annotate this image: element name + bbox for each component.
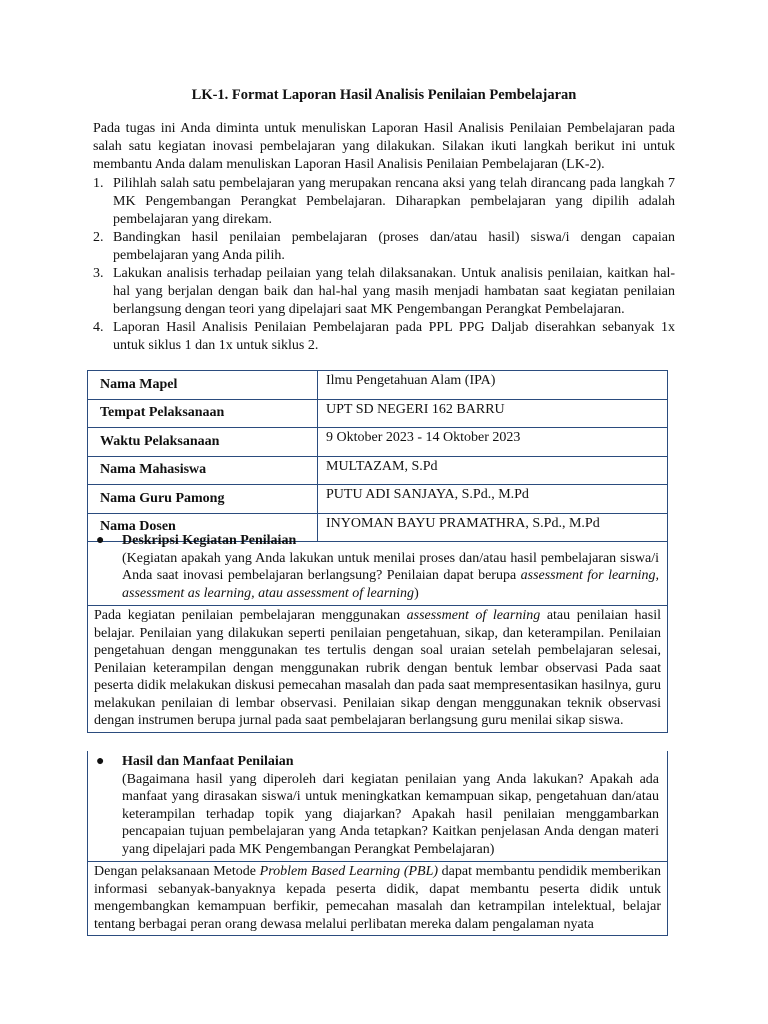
row-value: INYOMAN BAYU PRAMATHRA, S.Pd., M.Pd <box>318 513 668 542</box>
row-value: MULTAZAM, S.Pd <box>318 456 668 485</box>
step-number: 3. <box>93 266 104 281</box>
step-text: Lakukan analisis terhadap peilaian yang telah dilaksanakan. Untuk analisis penilaian, kaitkan hal-hal yang berjalan dengan baik dan hal-hal yang masih menjadi hambatan saat kegiatan penilaian berlangsung dengan teori yang dipelajari saat MK Pengembangan Perangkat Pembelajaran. <box>113 266 675 317</box>
section-description <box>96 550 659 603</box>
desc-text-end: ) <box>414 585 419 601</box>
step-number: 2. <box>93 230 104 245</box>
row-value: PUTU ADI SANJAYA, S.Pd., M.Pd <box>318 485 668 514</box>
body-text: Dengan pelaksanaan Metode <box>94 864 260 879</box>
step-text: Bandingkan hasil penilaian pembelajaran (proses dan/atau hasil) siswa/i dengan capaian pembelajaran yang Anda pilih. <box>113 230 675 263</box>
bullet-icon: ● <box>96 533 105 548</box>
step-number: 4. <box>93 320 104 335</box>
table-row <box>88 456 668 485</box>
row-value: UPT SD NEGERI 162 BARRU <box>318 399 668 428</box>
bullet-icon: ● <box>96 754 105 769</box>
step-number: 1. <box>93 176 104 191</box>
intro-paragraph: Pada tugas ini Anda diminta untuk menuliskan Laporan Hasil Analisis Penilaian Pembelajaran pada salah satu kegiatan inovasi pembelajaran yang dilakukan. Silakan ikuti langkah berikut ini untuk membantu Anda dalam menuliskan Laporan Hasil Analisis Penilaian Pembelajaran (LK-2). <box>93 121 675 172</box>
row-value: Ilmu Pengetahuan Alam (IPA) <box>318 371 668 400</box>
list-item <box>93 319 675 355</box>
section-body <box>88 605 667 732</box>
info-table <box>87 370 668 542</box>
desc-text: (Kegiatan apakah yang Anda lakukan untuk menilai proses dan/atau hasil pembelajaran siswa/i Anda saat inovasi pembelajaran berlangsung? Penilaian dapat berupa <box>122 550 659 583</box>
instruction-steps <box>93 175 675 355</box>
list-item <box>93 265 675 319</box>
section-heading: Hasil dan Manfaat Penilaian <box>122 754 294 769</box>
section-body <box>88 861 667 935</box>
body-italic-text: Problem Based Learning (PBL) <box>259 864 439 879</box>
table-row <box>88 399 668 428</box>
list-item <box>93 229 675 265</box>
row-label: Nama Guru Pamong <box>88 485 318 514</box>
list-item <box>93 175 675 229</box>
table-row <box>88 371 668 400</box>
body-text-end: dapat membantu pendidik memberikan informasi sebanyak-banyaknya kepada peserta didik, dapat membantu peserta didik untuk mengembangkan kemampuan berfikir, pemecahan masalah dan ketrampilan intelektual, belajar tentang berbagai peran orang dewasa melalui perlibatan mereka dalam pengalaman nyata <box>94 864 661 932</box>
row-label: Nama Mapel <box>88 371 318 400</box>
section-description: (Bagaimana hasil yang diperoleh dari kegiatan penilaian yang Anda lakukan? Apakah ada manfaat yang dirasakan siswa/i untuk meningkatkan kemampuan sikap, pengetahuan dan/atau keterampilan terhadap topik yang diajarkan? Apakah hasil penilaian menggambarkan pencapaian tujuan pembelajaran yang Anda tetapkan? Kaitkan penjelasan Anda dengan materi yang dipelajari pada MK Pengembangan Perangkat Pembelajaran) <box>122 771 659 857</box>
section-header <box>88 751 667 861</box>
section-heading: Deskripsi Kegiatan Penilaian <box>122 533 297 548</box>
row-label: Nama Mahasiswa <box>88 456 318 485</box>
row-label: Tempat Pelaksanaan <box>88 399 318 428</box>
document-title: LK-1. Format Laporan Hasil Analisis Penilaian Pembelajaran <box>191 87 577 103</box>
body-text: Pada kegiatan penilaian pembelajaran menggunakan <box>94 608 407 623</box>
step-text: Pilihlah salah satu pembelajaran yang merupakan rencana aksi yang telah dirancang pada langkah 7 MK Pengembangan Perangkat Pembelajaran. Diharapkan pembelajaran yang dipilih adalah pembelajaran yang direkam. <box>113 176 675 227</box>
row-label: Waktu Pelaksanaan <box>88 428 318 457</box>
section-header <box>88 530 667 605</box>
section-hasil <box>87 751 668 936</box>
step-text: Laporan Hasil Analisis Penilaian Pembelajaran pada PPL PPG Daljab diserahkan sebanyak 1x untuk siklus 1 dan 1x untuk siklus 2. <box>113 320 675 353</box>
row-label: Nama Dosen <box>88 513 318 542</box>
desc-italic-text: assessment for learning, assessment as learning, atau assessment of learning <box>122 568 660 601</box>
table-row <box>88 485 668 514</box>
body-italic-text: assessment of learning <box>406 608 541 623</box>
row-value: 9 Oktober 2023 - 14 Oktober 2023 <box>318 428 668 457</box>
section-deskripsi <box>87 530 668 733</box>
body-text-end: atau penilaian hasil belajar. Penilaian yang dilakukan seperti penilaian pengetahuan, sikap, dan keterampilan. Penilaian pengetahuan dengan menggunakan tes tertulis dengan soal uraian setelah pembelajaran selesai, Penilaian keterampilan dengan menggunakan rubrik dengan bentuk lembar observasi Pada saat peserta didik melakukan diskusi pemecahan masalah dan pada saat mempresentasikan hasilnya, guru melakukan penilaian di lembar observasi. Penilaian sikap dengan menggunakan teknik observasi dengan instrumen berupa jurnal pada saat pembelajaran berlangsung guru menilai sikap siswa. <box>94 608 661 728</box>
table-row <box>88 428 668 457</box>
